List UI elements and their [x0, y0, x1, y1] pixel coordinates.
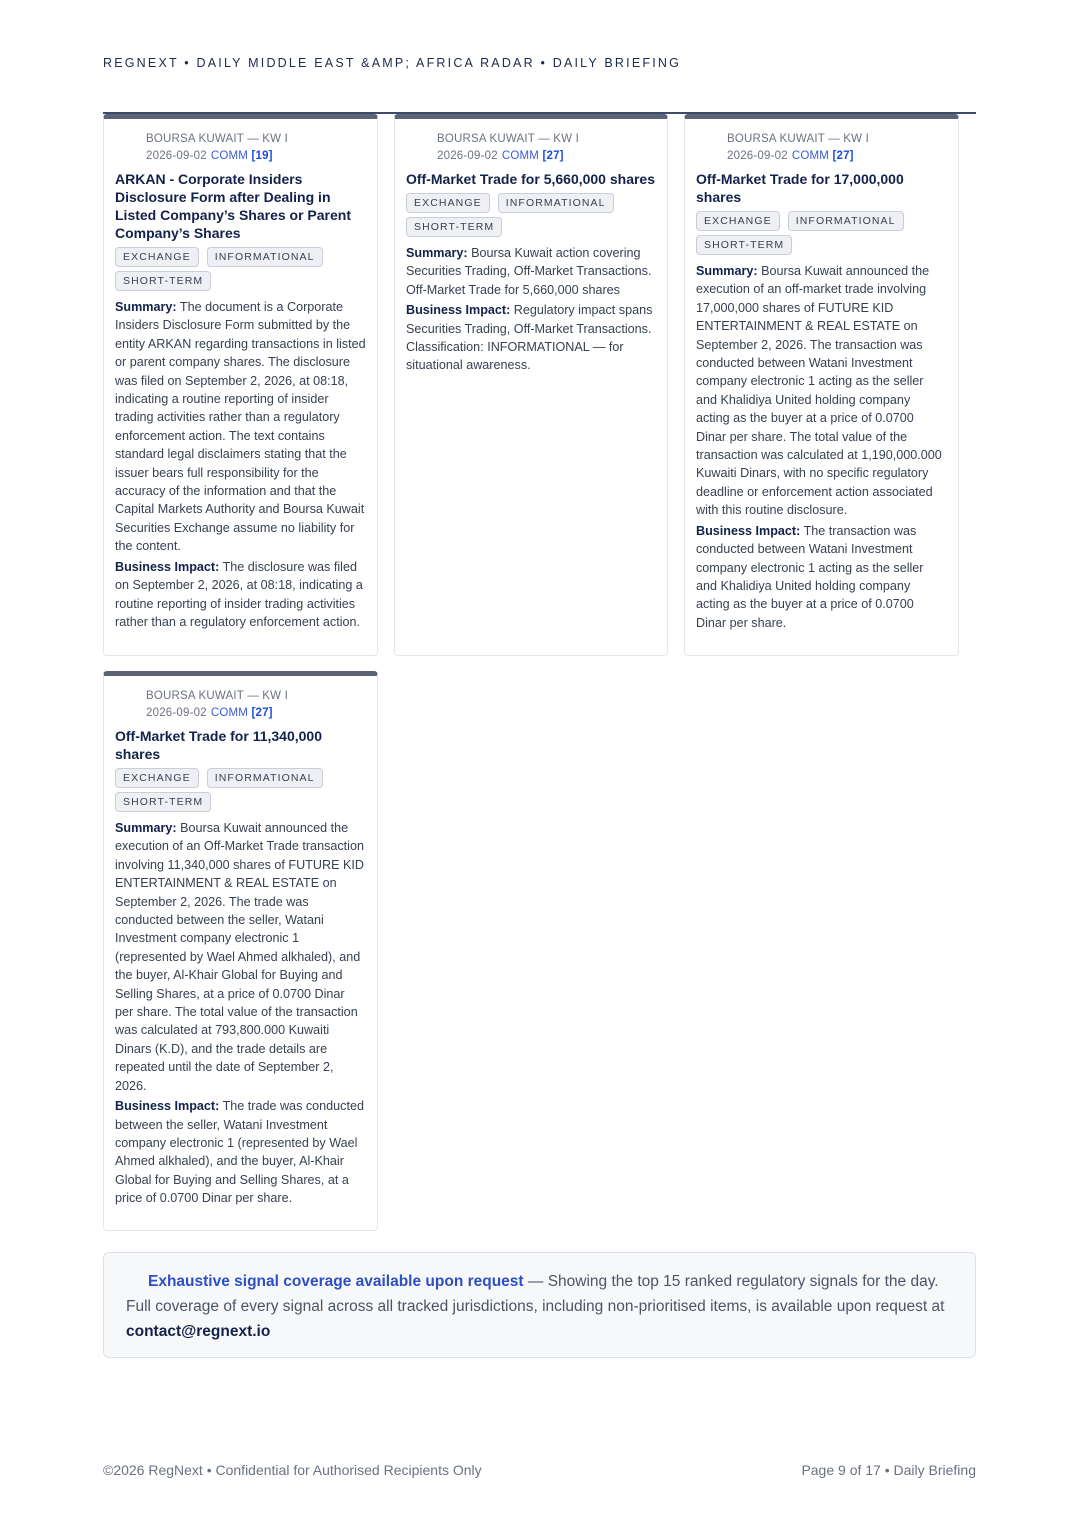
card-ref-link[interactable]: [27] [832, 150, 854, 162]
card-date: 2026-09-02 [437, 150, 498, 162]
card-tags [115, 247, 345, 291]
signal-card [684, 114, 959, 656]
impact-text: The trade was conducted between the seller, Watani Investment company electronic 1 (represented by Wael Ahmed alkhaled), and the buyer, Al-Khair Global for Buying and Selling Shares, at a price of 0.0700 Dinar per share. [115, 1099, 364, 1206]
summary-label: Summary: [696, 264, 758, 278]
signal-card [103, 671, 378, 1231]
card-tags [406, 193, 636, 237]
footer-copyright: ©2026 RegNext • Confidential for Authorised Recipients Only [103, 1462, 482, 1478]
notice-lead: Exhaustive signal coverage available upon request [148, 1273, 524, 1290]
impact-label: Business Impact: [696, 523, 801, 538]
tag-badge: INFORMATIONAL [498, 193, 614, 213]
signal-card [103, 114, 378, 656]
summary-label: Summary: [115, 821, 177, 835]
card-source: BOURSA KUWAIT — KW I [146, 690, 289, 702]
card-impact [115, 1097, 366, 1207]
tag-badge: SHORT-TERM [696, 235, 792, 255]
card-meta [115, 688, 366, 722]
card-summary [406, 244, 656, 299]
summary-text: Boursa Kuwait announced the execution of an Off-Market Trade transaction involving 11,340,000 shares of FUTURE KID ENTERTAINMENT & REAL ESTATE on September 2, 2026. The trade was conducted between the seller, Watani Investment company electronic 1 (represented by Wael Ahmed alkhaled), and the buyer, Al-Khair Global for Buying and Selling Shares, at a price of 0.0700 Dinar per share. The total value of the transaction was calculated at 793,800.000 Kuwaiti Dinars (K.D), and the trade details are repeated until the date of September 2, 2026. [115, 821, 364, 1093]
card-title: ARKAN - Corporate Insiders Disclosure Form after Dealing in Listed Company’s Shares or Parent Company’s Shares [115, 171, 351, 241]
impact-label: Business Impact: [406, 303, 511, 318]
card-impact [115, 558, 366, 632]
card-impact [406, 301, 656, 375]
card-comm: COMM [791, 150, 830, 162]
card-title: Off-Market Trade for 17,000,000 shares [696, 171, 904, 205]
card-summary [696, 262, 947, 520]
summary-label: Summary: [115, 300, 177, 314]
tag-badge: EXCHANGE [115, 247, 199, 267]
tag-badge: EXCHANGE [406, 193, 490, 213]
impact-text: The transaction was conducted between Watani Investment company electronic 1 acting as the seller and Khalidiya United holding company acting as the buyer at a price of 0.0700 Dinar per share. [696, 523, 924, 630]
card-source: BOURSA KUWAIT — KW I [727, 133, 870, 145]
card-meta [696, 131, 947, 165]
card-ref-link[interactable]: [19] [251, 150, 273, 162]
contact-email-link[interactable]: contact@regnext.io [126, 1323, 271, 1340]
card-date: 2026-09-02 [146, 707, 207, 719]
card-date: 2026-09-02 [146, 150, 207, 162]
card-impact [696, 522, 947, 632]
card-meta [115, 131, 366, 165]
tag-badge: EXCHANGE [696, 211, 780, 231]
card-comm: COMM [501, 150, 540, 162]
card-tags [696, 211, 926, 255]
impact-label: Business Impact: [115, 559, 220, 574]
notice-body: — Showing the top 15 ranked regulatory signals for the day. Full coverage of every signal across all tracked jurisdictions, including non-prioritised items, is available upon request at [126, 1273, 945, 1315]
tag-badge: INFORMATIONAL [788, 211, 904, 231]
tag-badge: SHORT-TERM [115, 271, 211, 291]
signal-card [394, 114, 668, 656]
tag-badge: SHORT-TERM [115, 792, 211, 812]
card-ref-link[interactable]: [27] [251, 707, 273, 719]
tag-badge: EXCHANGE [115, 768, 199, 788]
impact-label: Business Impact: [115, 1099, 220, 1114]
card-comm: COMM [210, 150, 249, 162]
impact-text: Regulatory impact spans Securities Trading, Off-Market Transactions. Classification: INFORMATIONAL — for situational awareness. [406, 303, 653, 373]
card-tags [115, 768, 345, 812]
summary-text: The document is a Corporate Insiders Disclosure Form submitted by the entity ARKAN regarding transactions in listed or parent company shares. The disclosure was filed on September 2, 2026, at 08:18, indicating a routine reporting of insider trading activities rather than a regulatory enforcement action. The text contains standard legal disclaimers stating that the issuer bears full responsibility for the accuracy of the information and that the Capital Markets Authority and Boursa Kuwait Securities Exchange assume no liability for the content. [115, 300, 366, 554]
footer-page-number: Page 9 of 17 • Daily Briefing [801, 1462, 976, 1478]
card-meta [406, 131, 656, 165]
card-ref-link[interactable]: [27] [542, 150, 564, 162]
tag-badge: INFORMATIONAL [207, 247, 323, 267]
card-comm: COMM [210, 707, 249, 719]
report-header: REGNEXT • DAILY MIDDLE EAST &AMP; AFRICA RADAR • DAILY BRIEFING [103, 56, 682, 70]
summary-text: Boursa Kuwait announced the execution of an off-market trade involving 17,000,000 shares of FUTURE KID ENTERTAINMENT & REAL ESTATE on September 2, 2026. The transaction was conducted between Watani Investment company electronic 1 acting as the seller and Khalidiya United holding company acting as the buyer at a price of 0.0700 Dinar per share. The total value of the transaction was calculated at 1,190,000.000 Kuwaiti Dinars, with no specific regulatory deadline or enforcement action associated with this routine disclosure. [696, 264, 942, 518]
card-title: Off-Market Trade for 5,660,000 shares [406, 171, 656, 187]
tag-badge: SHORT-TERM [406, 217, 502, 237]
card-source: BOURSA KUWAIT — KW I [437, 133, 580, 145]
summary-text: Boursa Kuwait action covering Securities Trading, Off-Market Transactions. Off-Market Trade for 5,660,000 shares [406, 246, 652, 297]
tag-badge: INFORMATIONAL [207, 768, 323, 788]
impact-text: The disclosure was filed on September 2, 2026, at 08:18, indicating a routine reporting of insider trading activities rather than a regulatory enforcement action. [115, 559, 363, 629]
card-summary [115, 298, 366, 556]
card-summary [115, 819, 366, 1095]
card-title: Off-Market Trade for 11,340,000 shares [115, 728, 322, 762]
card-source: BOURSA KUWAIT — KW I [146, 133, 289, 145]
summary-label: Summary: [406, 246, 468, 260]
card-date: 2026-09-02 [727, 150, 788, 162]
coverage-notice [103, 1252, 976, 1358]
